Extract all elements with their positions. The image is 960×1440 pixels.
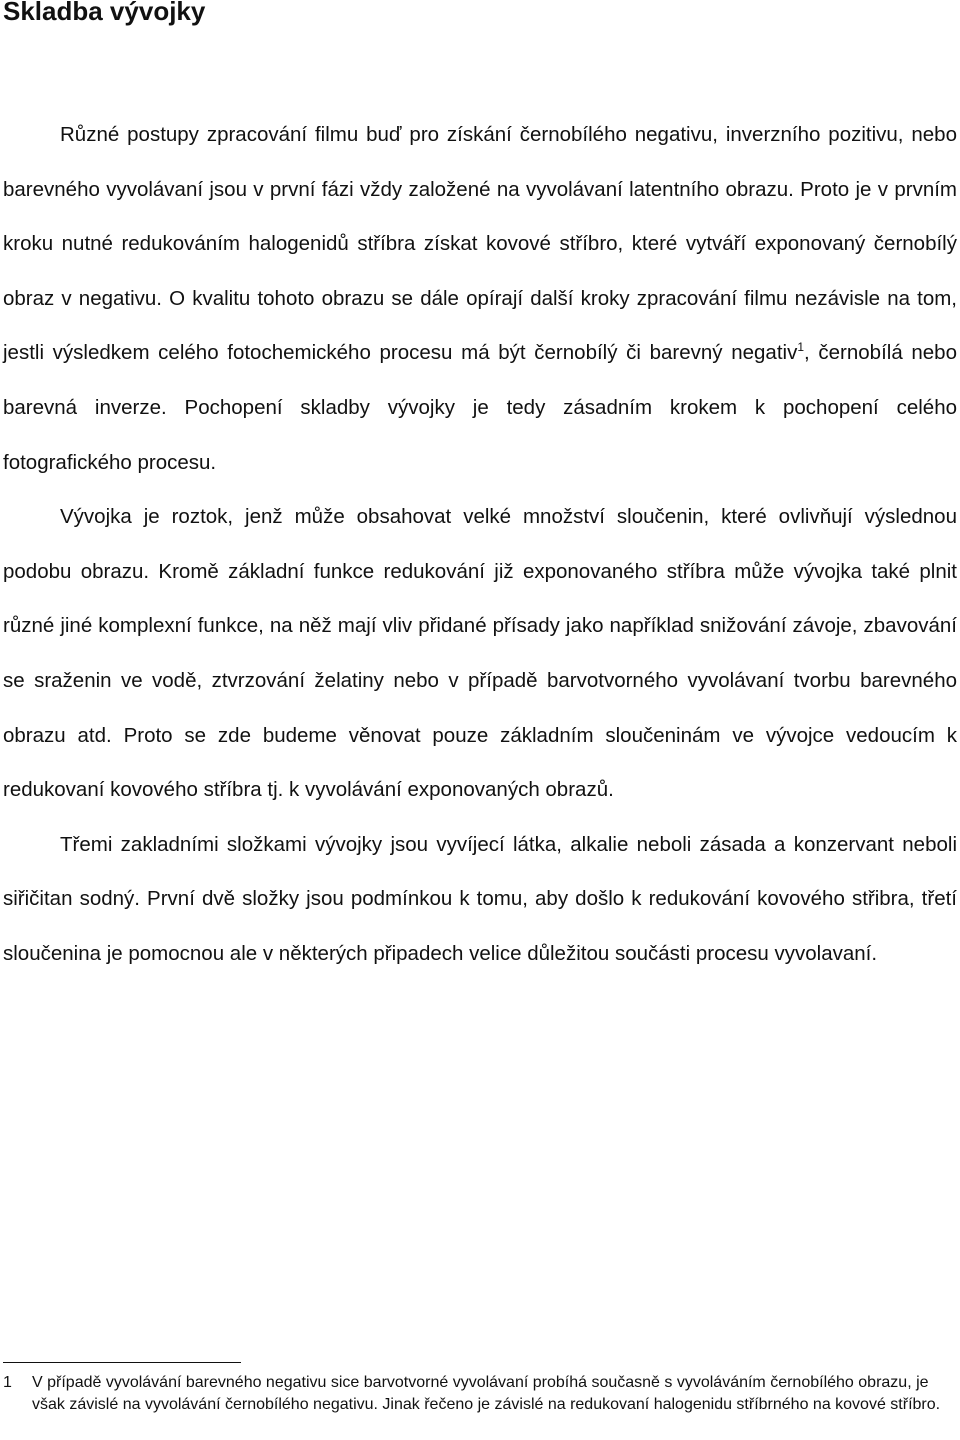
footnote-number: 1 [3, 1374, 12, 1391]
paragraph: Vývojka je roztok, jenž může obsahovat velké množství sloučenin, které ovlivňují výslednou podobu obrazu. Kromě základní funkce redukování již exponovaného stříbra může vývojka také plnit různé jiné komplexní funkce, na něž mají vliv přidané přísady jako například snižování závoje, zbavování se sraženin ve vodě, ztvrzování želatiny nebo v případě barvotvorného vyvolávaní tvorbu barevného obrazu atd. Proto se zde budeme věnovat pouze základním sloučeninám ve vývojce vedoucím k redukovaní kovového stříbra tj. k vyvolávání exponovaných obrazů. [3, 505, 957, 802]
paragraph-text: Různé postupy zpracování filmu buď pro získání černobílého negativu, inverzního pozitivu, nebo barevného vyvolávaní jsou v první fázi vždy založené na vyvolávaní latentního obrazu. Proto je v prvním kroku nutné redukováním halogenidů stříbra získat kovové stříbro, které vytváří exponovaný černobílý obraz v negativu. O kvalitu tohoto obrazu se dále opírají další kroky zpracování filmu nezávisle na tom, jestli výsledkem celého fotochemického procesu má být černobílý či barevný negativ [3, 123, 957, 365]
paragraph: Třemi zakladními složkami vývojky jsou vyvíjecí látka, alkalie neboli zásada a konzervant neboli siřičitan sodný. První dvě složky jsou podmínkou k tomu, aby došlo k redukování kovového střibra, třetí sloučenina je pomocnou ale v některých připadech velice důležitou součásti procesu vyvolavaní. [3, 832, 957, 965]
section-heading: Skladba vývojky [3, 0, 206, 26]
body-text [3, 108, 957, 982]
paragraph-text: , černobílá nebo barevná inverze. Pochopení skladby vývojky je tedy zásadním krokem k pochopení celého fotografického procesu. [3, 341, 957, 474]
paragraph [3, 108, 957, 490]
footnote-text: V případě vyvolávání barevného negativu sice barvotvorné vyvolávaní probíhá současně s vyvoláváním černobílého obrazu, je však závislé na vyvolávání černobílého negativu. Jinak řečeno je závislé na redukovaní halogenidu stříbrného na kovové stříbro. [32, 1374, 941, 1413]
footnote-separator [3, 1362, 241, 1363]
footnote-reference[interactable]: 1 [797, 340, 805, 355]
footnote [3, 1372, 957, 1415]
